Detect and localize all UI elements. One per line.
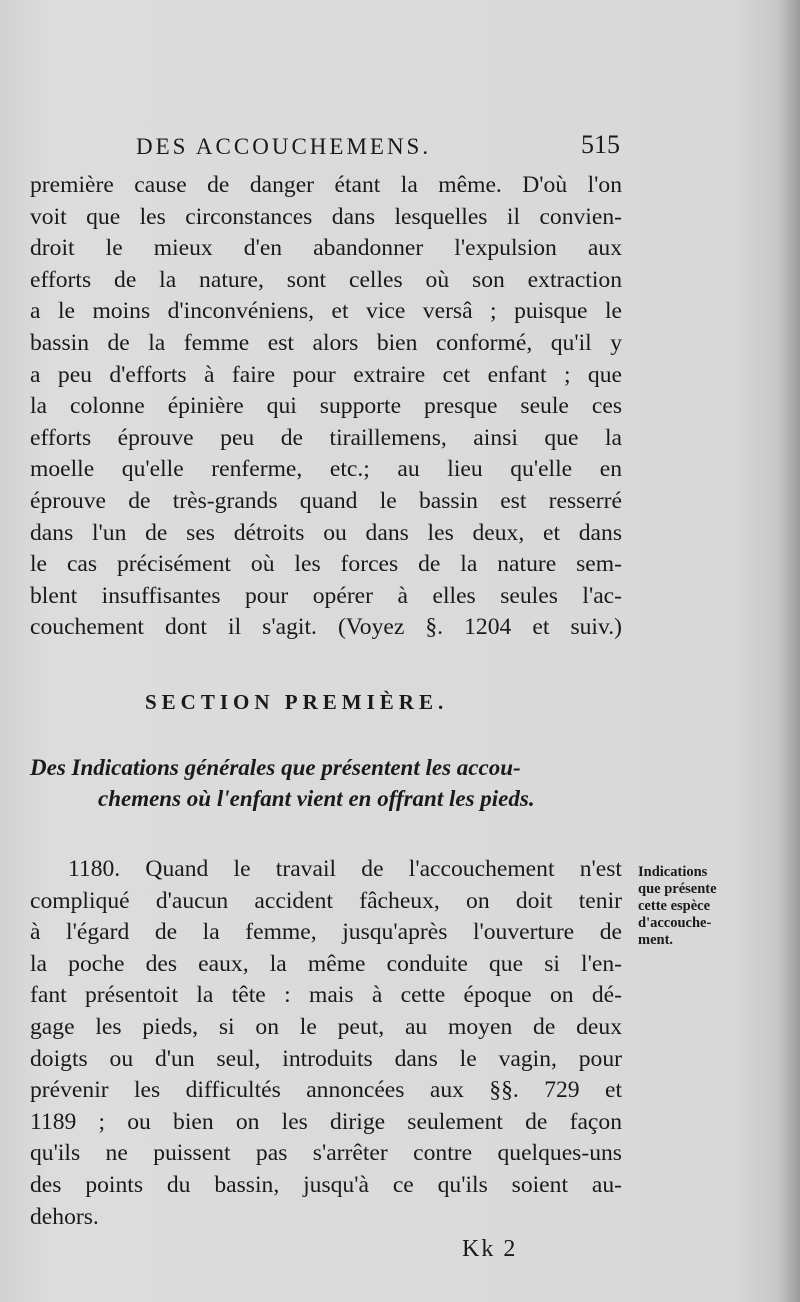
running-title: DES ACCOUCHEMENS. — [136, 134, 432, 159]
text-line: a le moins d'inconvéniens, et vice versâ ; puisque le — [30, 298, 622, 325]
text-line: doigts ou d'un seul, introduits dans le vagin, pour — [30, 1045, 622, 1072]
text-line: fant présentoit la tête : mais à cette époque on dé- — [30, 982, 622, 1009]
running-head — [136, 128, 620, 168]
text-line: à l'égard de la femme, jusqu'après l'ouverture de — [30, 919, 622, 946]
text-line: droit le mieux d'en abandonner l'expulsion aux — [30, 235, 622, 262]
section-subtitle — [30, 752, 624, 814]
subtitle-line: Des Indications générales que présentent les accou- — [30, 755, 521, 780]
text-line: efforts de la nature, sont celles où son extraction — [30, 266, 622, 293]
text-line: éprouve de très-grands quand le bassin est resserré — [30, 487, 622, 514]
text-line: le cas précisément où les forces de la nature sem- — [30, 551, 622, 578]
subtitle-line: chemens où l'enfant vient en offrant les pieds. — [98, 786, 535, 811]
text-line: efforts éprouve peu de tiraillemens, ainsi que la — [30, 424, 622, 451]
section-heading: SECTION PREMIÈRE. — [145, 690, 449, 714]
text-line: a peu d'efforts à faire pour extraire cet enfant ; que — [30, 361, 622, 388]
printer-signature: Kk 2 — [462, 1236, 518, 1262]
text-line: gage les pieds, si on le peut, au moyen de deux — [30, 1013, 622, 1040]
margin-note-line: cette espèce — [638, 898, 711, 914]
text-line: 1180. Quand le travail de l'accouchement n'est — [68, 856, 622, 882]
text-line: la poche des eaux, la même conduite que si l'en- — [30, 950, 622, 977]
text-line: la colonne épinière qui supporte presque seule ces — [30, 393, 622, 420]
margin-note-line: Indications — [638, 864, 708, 880]
text-line: des points du bassin, jusqu'à ce qu'ils soient au- — [30, 1171, 622, 1198]
margin-note-line: que présente — [638, 881, 717, 897]
text-line: prévenir les difficultés annoncées aux §§. 729 et — [30, 1077, 622, 1104]
text-line: qu'ils ne puissent pas s'arrêter contre quelques-uns — [30, 1140, 622, 1167]
text-line: moelle qu'elle renferme, etc.; au lieu qu'elle en — [30, 456, 622, 483]
text-line: couchement dont il s'agit. (Voyez §. 1204 et suiv.) — [30, 614, 622, 641]
text-line: compliqué d'aucun accident fâcheux, on doit tenir — [30, 887, 622, 914]
page-number: 515 — [581, 130, 620, 159]
paragraph-1180 — [30, 854, 622, 1233]
text-line: première cause de danger étant la même. D'où l'on — [30, 172, 622, 198]
margin-note — [638, 864, 786, 949]
text-line: voit que les circonstances dans lesquelles il convien- — [30, 203, 622, 230]
margin-note-line: d'accouche- — [638, 915, 712, 931]
text-line: dehors. — [30, 1203, 99, 1230]
paragraph-continuation — [30, 170, 622, 644]
margin-note-line: ment. — [638, 932, 674, 948]
text-line: blent insuffisantes pour opérer à elles seules l'ac- — [30, 582, 622, 609]
text-line: bassin de la femme est alors bien conformé, qu'il y — [30, 329, 622, 356]
text-line: dans l'un de ses détroits ou dans les deux, et dans — [30, 519, 622, 546]
page-edge-shadow — [778, 0, 800, 1302]
text-line: 1189 ; ou bien on les dirige seulement de façon — [30, 1108, 622, 1135]
